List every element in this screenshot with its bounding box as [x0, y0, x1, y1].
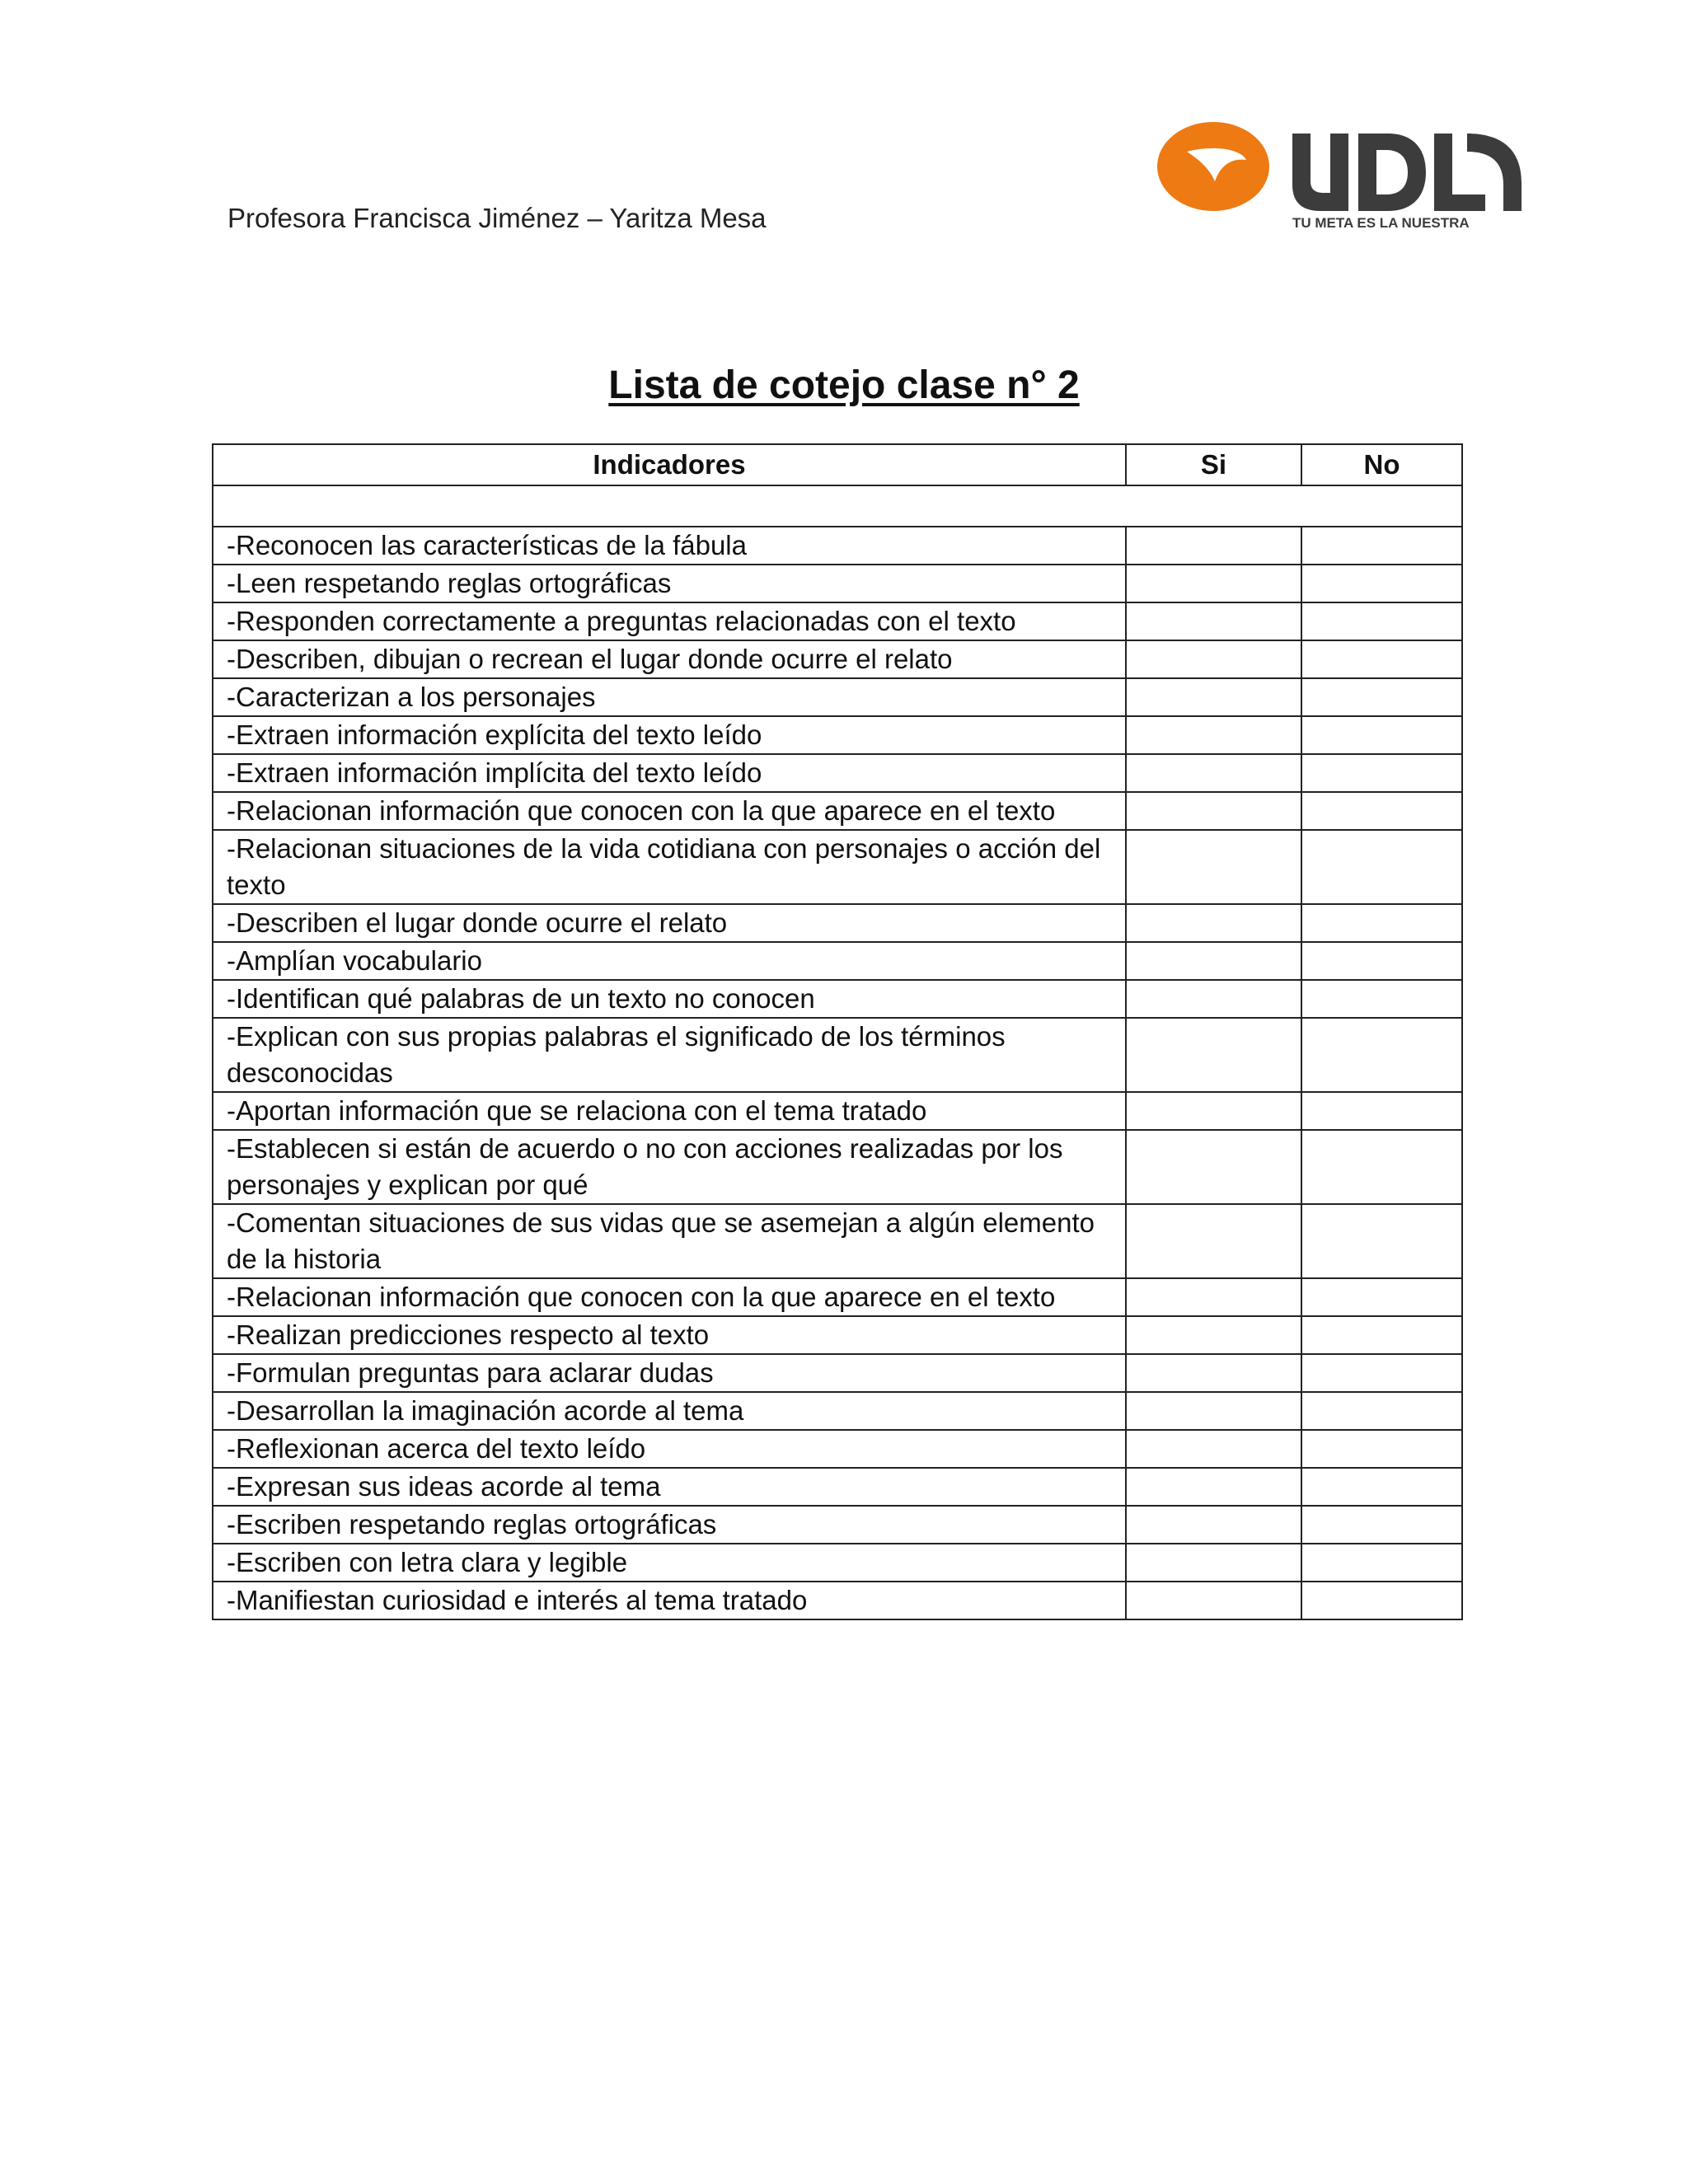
indicator-text: -Leen respetando reglas ortográficas: [213, 565, 1126, 602]
table-row: [213, 1506, 1462, 1544]
no-cell[interactable]: [1301, 980, 1462, 1018]
empty-cell: [213, 485, 1462, 527]
indicator-text: -Identifican qué palabras de un texto no conocen: [213, 980, 1126, 1018]
indicator-text: -Comentan situaciones de sus vidas que se asemejan a algún elemento de la historia: [213, 1204, 1126, 1278]
no-cell[interactable]: [1301, 792, 1462, 830]
si-cell[interactable]: [1126, 1506, 1301, 1544]
indicator-text: -Formulan preguntas para aclarar dudas: [213, 1354, 1126, 1392]
table-row: [213, 1092, 1462, 1130]
si-cell[interactable]: [1126, 904, 1301, 942]
si-cell[interactable]: [1126, 602, 1301, 640]
indicator-text: -Amplían vocabulario: [213, 942, 1126, 980]
si-cell[interactable]: [1126, 980, 1301, 1018]
indicator-text: -Desarrollan la imaginación acorde al tema: [213, 1392, 1126, 1430]
si-cell[interactable]: [1126, 1092, 1301, 1130]
indicator-text: -Reflexionan acerca del texto leído: [213, 1430, 1126, 1468]
teachers-header: Profesora Francisca Jiménez – Yaritza Mesa: [227, 203, 767, 233]
no-cell[interactable]: [1301, 678, 1462, 716]
si-cell[interactable]: [1126, 527, 1301, 565]
table-row: [213, 1204, 1462, 1278]
no-cell[interactable]: [1301, 716, 1462, 754]
si-cell[interactable]: [1126, 1018, 1301, 1092]
checklist-table: [212, 443, 1463, 1620]
no-cell[interactable]: [1301, 1204, 1462, 1278]
indicator-text: -Relacionan información que conocen con la que aparece en el texto: [213, 1278, 1126, 1316]
table-row: [213, 942, 1462, 980]
indicator-text: -Establecen si están de acuerdo o no con acciones realizadas por los personajes y explican por qué: [213, 1130, 1126, 1204]
si-cell[interactable]: [1126, 1278, 1301, 1316]
table-row: [213, 792, 1462, 830]
no-cell[interactable]: [1301, 942, 1462, 980]
no-cell[interactable]: [1301, 1130, 1462, 1204]
indicator-text: -Explican con sus propias palabras el significado de los términos desconocidas: [213, 1018, 1126, 1092]
si-cell[interactable]: [1126, 1204, 1301, 1278]
header-si: Si: [1126, 444, 1301, 485]
no-cell[interactable]: [1301, 1582, 1462, 1619]
si-cell[interactable]: [1126, 1544, 1301, 1582]
indicator-text: -Caracterizan a los personajes: [213, 678, 1126, 716]
indicator-text: -Aportan información que se relaciona con el tema tratado: [213, 1092, 1126, 1130]
udla-tagline: TU META ES LA NUESTRA: [1292, 215, 1470, 231]
table-row: [213, 565, 1462, 602]
table-row: [213, 1582, 1462, 1619]
si-cell[interactable]: [1126, 830, 1301, 904]
no-cell[interactable]: [1301, 565, 1462, 602]
indicator-text: -Describen el lugar donde ocurre el relato: [213, 904, 1126, 942]
no-cell[interactable]: [1301, 1468, 1462, 1506]
no-cell[interactable]: [1301, 527, 1462, 565]
table-row: [213, 1316, 1462, 1354]
si-cell[interactable]: [1126, 678, 1301, 716]
no-cell[interactable]: [1301, 754, 1462, 792]
si-cell[interactable]: [1126, 1130, 1301, 1204]
no-cell[interactable]: [1301, 830, 1462, 904]
si-cell[interactable]: [1126, 716, 1301, 754]
indicator-text: -Realizan predicciones respecto al texto: [213, 1316, 1126, 1354]
table-row: [213, 1468, 1462, 1506]
table-row: [213, 716, 1462, 754]
si-cell[interactable]: [1126, 640, 1301, 678]
no-cell[interactable]: [1301, 1316, 1462, 1354]
table-row: [213, 640, 1462, 678]
table-header-row: [213, 444, 1462, 485]
header-indicadores: Indicadores: [213, 444, 1126, 485]
no-cell[interactable]: [1301, 1354, 1462, 1392]
indicator-text: -Expresan sus ideas acorde al tema: [213, 1468, 1126, 1506]
indicator-text: -Manifiestan curiosidad e interés al tema tratado: [213, 1582, 1126, 1619]
table-row: [213, 1430, 1462, 1468]
si-cell[interactable]: [1126, 754, 1301, 792]
indicator-text: -Extraen información implícita del texto leído: [213, 754, 1126, 792]
table-row: [213, 602, 1462, 640]
si-cell[interactable]: [1126, 1354, 1301, 1392]
no-cell[interactable]: [1301, 1506, 1462, 1544]
table-row: [213, 1354, 1462, 1392]
table-row: [213, 1392, 1462, 1430]
page-title: Lista de cotejo clase n° 2: [608, 363, 1080, 407]
table-row: [213, 1278, 1462, 1316]
indicator-text: -Describen, dibujan o recrean el lugar donde ocurre el relato: [213, 640, 1126, 678]
no-cell[interactable]: [1301, 640, 1462, 678]
si-cell[interactable]: [1126, 942, 1301, 980]
indicator-text: -Responden correctamente a preguntas relacionadas con el texto: [213, 602, 1126, 640]
si-cell[interactable]: [1126, 1316, 1301, 1354]
no-cell[interactable]: [1301, 1278, 1462, 1316]
indicator-text: -Reconocen las características de la fábula: [213, 527, 1126, 565]
no-cell[interactable]: [1301, 1544, 1462, 1582]
table-row: [213, 1018, 1462, 1092]
header-no: No: [1301, 444, 1462, 485]
si-cell[interactable]: [1126, 1430, 1301, 1468]
table-row: [213, 1544, 1462, 1582]
table-row: [213, 527, 1462, 565]
indicator-text: -Relacionan situaciones de la vida cotidiana con personajes o acción del texto: [213, 830, 1126, 904]
no-cell[interactable]: [1301, 1430, 1462, 1468]
indicator-text: -Extraen información explícita del texto leído: [213, 716, 1126, 754]
si-cell[interactable]: [1126, 792, 1301, 830]
no-cell[interactable]: [1301, 1392, 1462, 1430]
table-row: [213, 678, 1462, 716]
no-cell[interactable]: [1301, 1092, 1462, 1130]
table-row: [213, 904, 1462, 942]
si-cell[interactable]: [1126, 1468, 1301, 1506]
indicator-text: -Relacionan información que conocen con la que aparece en el texto: [213, 792, 1126, 830]
table-row: [213, 830, 1462, 904]
si-cell[interactable]: [1126, 1392, 1301, 1430]
table-row: [213, 754, 1462, 792]
empty-row: [213, 485, 1462, 527]
indicator-text: -Escriben con letra clara y legible: [213, 1544, 1126, 1582]
table-row: [213, 1130, 1462, 1204]
no-cell[interactable]: [1301, 904, 1462, 942]
table-row: [213, 980, 1462, 1018]
no-cell[interactable]: [1301, 1018, 1462, 1092]
si-cell[interactable]: [1126, 565, 1301, 602]
si-cell[interactable]: [1126, 1582, 1301, 1619]
udla-logo: [1154, 115, 1525, 231]
indicator-text: -Escriben respetando reglas ortográficas: [213, 1506, 1126, 1544]
no-cell[interactable]: [1301, 602, 1462, 640]
